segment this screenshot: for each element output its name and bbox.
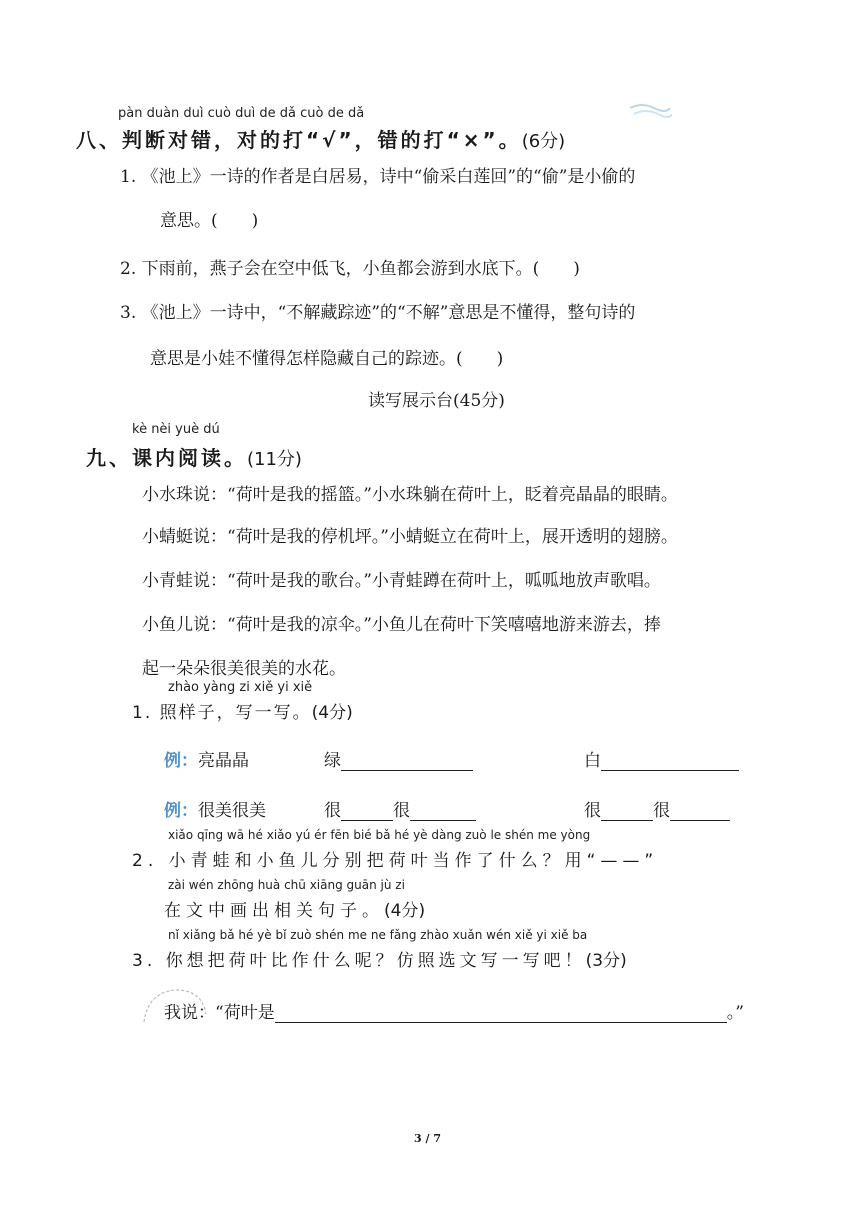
q3-pinyin: nǐ xiǎng bǎ hé yè bǐ zuò shén me ne fǎng zhào xuǎn wén xiě yi xiě ba [168,928,588,942]
q1-row1-char-a: 绿 [324,751,341,771]
answer-blank[interactable] [601,752,739,771]
q2-pinyin-2: zài wén zhōng huà chū xiāng guān jù zi [168,878,405,892]
q1-example-row-1 [164,746,249,771]
q1-row1-item-a [324,746,473,771]
q1-heading [132,698,353,723]
answer-blank[interactable] [410,802,476,821]
q1-row1-char-b: 白 [584,751,601,771]
q3-prompt: 我说：“荷叶是 [164,1003,275,1023]
sec8-title: 八、判断对错，对的打“√”，错的打“×”。 [76,128,522,152]
passage-para-3: 小青蛙说：“荷叶是我的歌台。”小青蛙蹲在荷叶上，呱呱地放声歌唱。 [142,571,661,591]
q1-row2-item-a [324,796,476,821]
q3-answer-row [164,998,744,1023]
sec8-q3-line2: 意思是小娃不懂得怎样隐藏自己的踪迹。( ) [150,349,504,369]
sec8-q3-line1: 3. 《池上》一诗中，“不解藏踪迹”的“不解”意思是不懂得，整句诗的 [120,303,636,323]
q2-pinyin-1: xiǎo qīng wā hé xiǎo yú ér fēn bié bǎ hé yè dàng zuò le shén me yòng [168,828,591,842]
sec8-q1-line2: 意思。( ) [160,211,259,231]
passage-para-1: 小水珠说：“荷叶是我的摇篮。”小水珠躺在荷叶上，眨着亮晶晶的眼睛。 [142,485,678,505]
hen-char: 很 [324,801,341,821]
sec9-heading [86,442,302,471]
example-word-2: 很美很美 [198,801,266,821]
sec8-q2: 2. 下雨前，燕子会在空中低飞，小鱼都会游到水底下。( ) [120,259,580,279]
page-number: 3 / 7 [414,1132,441,1145]
passage-para-4a: 小鱼儿说：“荷叶是我的凉伞。”小鱼儿在荷叶下笑嘻嘻地游来游去，捧 [142,615,661,635]
example-label: 例： [164,751,198,771]
sec9-pinyin: kè nèi yuè dú [132,422,220,437]
sec9-title: 九、课内阅读。 [86,446,247,470]
wave-decoration-icon [628,100,672,124]
sec9-score: (11分) [247,449,302,470]
hen-char: 很 [653,801,670,821]
q3-heading [132,946,627,971]
q2-line-2 [164,896,425,921]
q1-row1-item-b [584,746,739,771]
passage-para-2: 小蜻蜓说：“荷叶是我的停机坪。”小蜻蜓立在荷叶上，展开透明的翅膀。 [142,527,678,547]
q3-score: (3分) [585,951,627,971]
hen-char: 很 [393,801,410,821]
q1-pinyin: zhào yàng zi xiě yi xiě [168,680,313,695]
q1-example-row-2 [164,796,266,821]
q1-row2-item-b [584,796,730,821]
q3-end: 。” [726,1003,744,1023]
q2-line-1: 2. 小青蛙和小鱼儿分别把荷叶当作了什么？用“——” [132,851,659,871]
answer-blank[interactable] [670,802,730,821]
example-word-1: 亮晶晶 [198,751,249,771]
q2-score: (4分) [384,901,426,921]
sec8-pinyin: pàn duàn duì cuò duì de dǎ cuò de dǎ [118,106,365,121]
sec8-heading [76,124,565,153]
q2-line-2-text: 在文中画出相关句子。 [164,901,384,921]
example-label: 例： [164,801,198,821]
answer-blank[interactable] [341,752,473,771]
answer-blank[interactable] [601,802,653,821]
q3-title: 3. 你想把荷叶比作什么呢？仿照选文写一写吧！ [132,951,586,971]
answer-blank[interactable] [275,1004,727,1023]
q1-score: (4分) [311,703,353,723]
sec8-q1-line1: 1. 《池上》一诗的作者是白居易，诗中“偷采白莲回”的“偷”是小偷的 [120,167,636,187]
hen-char: 很 [584,801,601,821]
answer-blank[interactable] [341,802,393,821]
part-title: 读写展示台(45分) [368,391,505,411]
sec8-score: (6分) [521,131,566,152]
q1-title: 1. 照样子，写一写。 [132,703,312,723]
passage-para-4b: 起一朵朵很美很美的水花。 [142,659,346,679]
